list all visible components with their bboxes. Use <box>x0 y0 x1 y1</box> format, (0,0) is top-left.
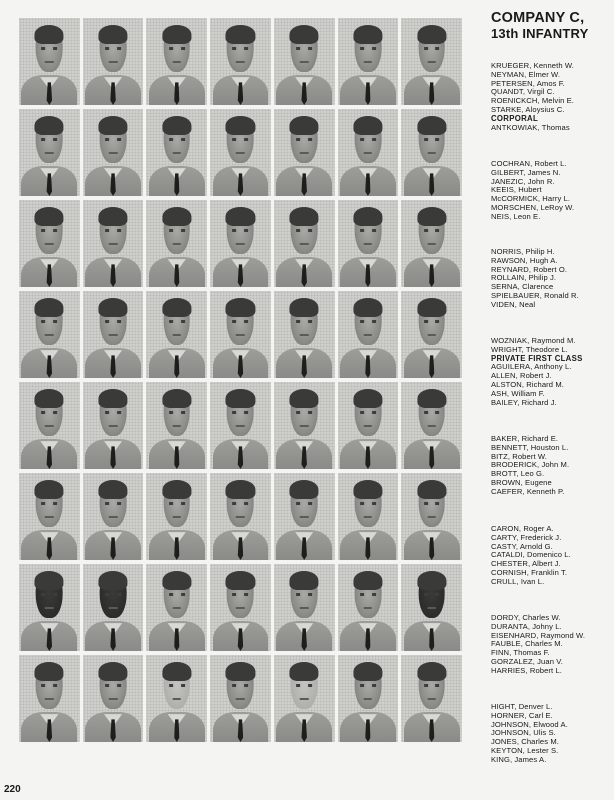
portrait-eyes <box>41 320 57 323</box>
roster-name: BAKER, Richard E. <box>491 434 559 443</box>
portrait-hair <box>98 298 127 317</box>
portrait-mouth <box>300 243 309 245</box>
portrait-hair <box>35 116 64 135</box>
portrait-hair <box>162 389 191 408</box>
portrait-photo <box>338 200 399 287</box>
portrait-eyes <box>105 138 121 141</box>
roster-name: VIDEN, Neal <box>491 299 536 309</box>
portrait-hair <box>417 116 446 135</box>
portrait-eyes <box>424 593 440 596</box>
portrait-photo <box>401 200 462 287</box>
portrait-mouth <box>109 243 118 245</box>
roster-name: CORNISH, Franklin T. <box>491 568 568 577</box>
roster-name: CARTY, Frederick J. <box>491 532 562 542</box>
portrait-mouth <box>236 516 244 518</box>
portrait-hair <box>417 571 446 590</box>
portrait-hair <box>226 389 255 408</box>
portrait-eyes <box>424 502 440 505</box>
portrait-mouth <box>427 425 436 427</box>
roster-name: HORNER, Carl E. <box>491 710 553 720</box>
roster-name: BAILEY, Richard J. <box>491 397 557 407</box>
portrait-photo <box>210 655 271 742</box>
roster-name: NEYMAN, Elmer W. <box>491 69 561 79</box>
roster-name: QUANDT, Virgil C. <box>491 87 555 97</box>
portrait-mouth <box>45 334 53 336</box>
portrait-hair <box>290 389 319 408</box>
portrait-photo <box>83 382 144 469</box>
portrait-mouth <box>173 607 182 609</box>
portrait-photo <box>338 18 399 105</box>
portrait-mouth <box>109 334 118 336</box>
portrait-mouth <box>364 61 373 63</box>
roster-name: EISENHARD, Raymond W. <box>491 630 586 640</box>
portrait-mouth <box>109 425 118 427</box>
portrait-hair <box>417 389 446 408</box>
portrait-mouth <box>236 698 244 700</box>
rank-heading: CORPORAL <box>491 113 539 123</box>
portrait-eyes <box>169 229 185 232</box>
portrait-photo <box>274 473 335 560</box>
roster-name: SPIELBAUER, Ronald R. <box>491 291 579 300</box>
portrait-hair <box>162 207 191 226</box>
portrait-eyes <box>169 138 185 141</box>
portrait-hair <box>98 389 127 408</box>
portrait-hair <box>35 298 64 317</box>
portrait-photo <box>19 200 80 287</box>
portrait-mouth <box>45 698 53 700</box>
portrait-hair <box>353 571 382 590</box>
portrait-mouth <box>427 61 436 63</box>
portrait-photo <box>274 564 335 651</box>
portrait-hair <box>98 116 127 135</box>
portrait-photo <box>146 473 207 560</box>
portrait-mouth <box>427 516 436 518</box>
roster-name: STARKE, Aloysius C. <box>491 105 565 114</box>
portrait-photo <box>274 655 335 742</box>
roster-name: NEIS, Leon E. <box>491 211 541 221</box>
portrait-eyes <box>360 684 376 687</box>
portrait-photo <box>19 382 80 469</box>
portrait-photo <box>401 564 462 651</box>
portrait-hair <box>290 480 319 499</box>
roster-name: FAUBLE, Charles M. <box>491 639 563 649</box>
roster-name: DORDY, Charles W. <box>491 613 561 622</box>
roster-name: ALLEN, Robert J. <box>491 371 552 381</box>
portrait-eyes <box>424 229 440 232</box>
portrait-mouth <box>236 607 244 609</box>
rank-heading: PRIVATE FIRST CLASS <box>491 353 583 363</box>
portrait-mouth <box>364 334 373 336</box>
portrait-photo <box>19 109 80 196</box>
portrait-hair <box>98 207 127 226</box>
portrait-photo <box>338 655 399 742</box>
portrait-hair <box>35 480 64 499</box>
portrait-mouth <box>236 61 244 63</box>
portrait-mouth <box>300 516 309 518</box>
portrait-mouth <box>364 698 373 700</box>
roster-name: AGUILERA, Anthony L. <box>491 362 572 372</box>
portrait-mouth <box>173 698 182 700</box>
portrait-eyes <box>296 502 312 505</box>
portrait-mouth <box>364 516 373 518</box>
portrait-mouth <box>173 516 182 518</box>
portrait-hair <box>226 571 255 590</box>
roster-name: RAWSON, Hugh A. <box>491 255 558 265</box>
portrait-photo <box>83 109 144 196</box>
portrait-eyes <box>296 320 312 323</box>
portrait-mouth <box>364 152 373 154</box>
portrait-hair <box>162 480 191 499</box>
roster-name: KEEIS, Hubert <box>491 185 542 195</box>
roster-name: ASH, William F. <box>491 388 545 398</box>
roster-name: KING, James A. <box>491 754 547 764</box>
roster-name: BITZ, Robert W. <box>491 451 547 461</box>
portrait-hair <box>290 298 319 317</box>
portrait-photo <box>83 291 144 378</box>
portrait-photo <box>401 655 462 742</box>
portrait-eyes <box>41 593 57 596</box>
portrait-hair <box>162 298 191 317</box>
roster-name: ROLLAIN, Philip J. <box>491 273 557 283</box>
portrait-mouth <box>427 243 436 245</box>
portrait-photo <box>274 382 335 469</box>
portrait-eyes <box>424 411 440 414</box>
portrait-eyes <box>360 411 376 414</box>
roster-name: WRIGHT, Theodore L. <box>491 344 568 354</box>
portrait-mouth <box>109 698 118 700</box>
portrait-mouth <box>300 152 309 154</box>
portrait-photo <box>146 382 207 469</box>
portrait-hair <box>417 25 446 44</box>
portrait-hair <box>35 571 64 590</box>
portrait-hair <box>162 571 191 590</box>
roster-name: CHESTER, Albert J. <box>491 559 561 569</box>
portrait-eyes <box>41 502 57 505</box>
portrait-hair <box>226 25 255 44</box>
portrait-hair <box>417 207 446 226</box>
roster-name: GILBERT, James N. <box>491 167 561 177</box>
roster-name: ANTKOWIAK, Thomas <box>491 122 570 132</box>
portrait-hair <box>290 25 319 44</box>
portrait-eyes <box>424 138 440 141</box>
portrait-eyes <box>105 684 121 687</box>
portrait-eyes <box>233 229 249 232</box>
portrait-eyes <box>296 47 312 50</box>
roster-name: McCORMICK, Harry L. <box>491 194 571 204</box>
portrait-mouth <box>45 61 53 63</box>
portrait-mouth <box>109 152 118 154</box>
portrait-mouth <box>45 243 53 245</box>
portrait-mouth <box>45 425 53 427</box>
portrait-hair <box>162 116 191 135</box>
portrait-grid <box>19 18 462 742</box>
portrait-photo <box>274 18 335 105</box>
portrait-hair <box>98 480 127 499</box>
roster-name: REYNARD, Robert O. <box>491 264 568 274</box>
portrait-eyes <box>41 138 57 141</box>
portrait-mouth <box>427 607 436 609</box>
portrait-photo <box>146 564 207 651</box>
portrait-photo <box>19 473 80 560</box>
roster-name: JONES, Charles M. <box>491 737 559 747</box>
portrait-photo <box>19 291 80 378</box>
portrait-eyes <box>169 502 185 505</box>
portrait-eyes <box>360 593 376 596</box>
portrait-photo <box>210 473 271 560</box>
portrait-hair <box>35 662 64 681</box>
portrait-photo <box>146 655 207 742</box>
portrait-hair <box>353 298 382 317</box>
portrait-photo <box>19 655 80 742</box>
portrait-photo <box>401 291 462 378</box>
roster-name: KRUEGER, Kenneth W. <box>491 61 574 70</box>
portrait-hair <box>417 662 446 681</box>
company-title: COMPANY C, <box>491 10 585 26</box>
portrait-photo <box>338 473 399 560</box>
portrait-hair <box>353 662 382 681</box>
portrait-mouth <box>109 607 118 609</box>
portrait-photo <box>338 291 399 378</box>
portrait-eyes <box>424 47 440 50</box>
portrait-hair <box>98 571 127 590</box>
portrait-photo <box>210 200 271 287</box>
portrait-photo <box>274 109 335 196</box>
portrait-photo <box>210 382 271 469</box>
portrait-hair <box>226 116 255 135</box>
portrait-hair <box>353 389 382 408</box>
portrait-photo <box>210 18 271 105</box>
portrait-mouth <box>300 334 309 336</box>
portrait-photo <box>83 18 144 105</box>
portrait-mouth <box>300 698 309 700</box>
portrait-mouth <box>173 425 182 427</box>
page-heading <box>491 10 609 42</box>
portrait-hair <box>226 207 255 226</box>
portrait-eyes <box>233 411 249 414</box>
portrait-photo <box>146 109 207 196</box>
portrait-photo <box>146 18 207 105</box>
roster-name: ROENICKCH, Melvin E. <box>491 96 575 106</box>
portrait-eyes <box>360 47 376 50</box>
portrait-photo <box>401 18 462 105</box>
portrait-hair <box>290 571 319 590</box>
portrait-photo <box>83 200 144 287</box>
portrait-photo <box>401 473 462 560</box>
portrait-eyes <box>41 411 57 414</box>
portrait-eyes <box>233 320 249 323</box>
portrait-mouth <box>427 152 436 154</box>
portrait-mouth <box>45 152 53 154</box>
portrait-hair <box>290 662 319 681</box>
roster-name: JANEZIC, John R. <box>491 176 555 186</box>
portrait-eyes <box>296 593 312 596</box>
portrait-mouth <box>427 698 436 700</box>
roster-name: KEYTON, Lester S. <box>491 746 559 755</box>
roster-name: COCHRAN, Robert L. <box>491 159 567 168</box>
portrait-eyes <box>41 229 57 232</box>
portrait-photo <box>338 109 399 196</box>
portrait-eyes <box>360 320 376 323</box>
portrait-hair <box>226 662 255 681</box>
portrait-mouth <box>109 61 118 63</box>
roster-name: CAEFER, Kenneth P. <box>491 486 565 496</box>
portrait-eyes <box>233 684 249 687</box>
roster-name: GORZALEZ, Juan V. <box>491 657 563 666</box>
portrait-photo <box>19 18 80 105</box>
roster-name: FINN, Thomas F. <box>491 648 550 658</box>
portrait-photo <box>274 291 335 378</box>
roster-name: HIGHT, Denver L. <box>491 702 553 711</box>
portrait-mouth <box>300 425 309 427</box>
portrait-photo <box>146 291 207 378</box>
roster-name: SERNA, Clarence <box>491 282 554 292</box>
portrait-hair <box>226 480 255 499</box>
portrait-hair <box>98 662 127 681</box>
portrait-mouth <box>173 243 182 245</box>
portrait-photo <box>210 564 271 651</box>
roster-name: HARRIES, Robert L. <box>491 665 563 675</box>
portrait-hair <box>353 116 382 135</box>
portrait-mouth <box>300 61 309 63</box>
portrait-eyes <box>105 502 121 505</box>
roster-name: PETERSEN, Amos F. <box>491 78 565 88</box>
roster-name: NORRIS, Philip H. <box>491 247 555 256</box>
portrait-eyes <box>41 47 57 50</box>
portrait-mouth <box>236 243 244 245</box>
portrait-eyes <box>296 138 312 141</box>
portrait-eyes <box>424 320 440 323</box>
portrait-eyes <box>233 593 249 596</box>
portrait-eyes <box>360 502 376 505</box>
portrait-eyes <box>169 593 185 596</box>
portrait-hair <box>417 298 446 317</box>
portrait-eyes <box>233 138 249 141</box>
roster-name: BRODERICK, John M. <box>491 460 570 470</box>
portrait-eyes <box>233 47 249 50</box>
portrait-mouth <box>45 607 53 609</box>
roster-name: JOHNSON, Ulis S. <box>491 728 556 738</box>
portrait-photo <box>83 473 144 560</box>
portrait-photo <box>338 382 399 469</box>
roster-name: JOHNSON, Elwood A. <box>491 719 568 729</box>
roster-name: BROTT, Leo G. <box>491 469 545 479</box>
portrait-mouth <box>173 61 182 63</box>
portrait-eyes <box>360 138 376 141</box>
portrait-eyes <box>105 411 121 414</box>
portrait-photo <box>83 564 144 651</box>
portrait-photo <box>338 564 399 651</box>
portrait-eyes <box>169 320 185 323</box>
portrait-eyes <box>169 47 185 50</box>
portrait-mouth <box>173 334 182 336</box>
portrait-mouth <box>236 152 244 154</box>
portrait-hair <box>35 389 64 408</box>
portrait-hair <box>162 25 191 44</box>
roster-name: CARON, Roger A. <box>491 524 554 533</box>
roster-name: MORSCHEN, LeRoy W. <box>491 203 575 212</box>
portrait-eyes <box>105 47 121 50</box>
portrait-hair <box>35 25 64 44</box>
portrait-mouth <box>173 152 182 154</box>
portrait-hair <box>353 207 382 226</box>
portrait-mouth <box>427 334 436 336</box>
roster-name: CASTY, Arnold G. <box>491 541 553 551</box>
portrait-hair <box>353 480 382 499</box>
portrait-photo <box>210 291 271 378</box>
portrait-eyes <box>233 502 249 505</box>
portrait-eyes <box>169 684 185 687</box>
portrait-hair <box>35 207 64 226</box>
portrait-photo <box>19 564 80 651</box>
portrait-eyes <box>424 684 440 687</box>
portrait-mouth <box>300 607 309 609</box>
portrait-hair <box>290 207 319 226</box>
roster-name: BENNETT, Houston L. <box>491 442 569 452</box>
portrait-photo <box>401 382 462 469</box>
portrait-eyes <box>105 320 121 323</box>
portrait-hair <box>162 662 191 681</box>
portrait-hair <box>353 25 382 44</box>
portrait-eyes <box>296 684 312 687</box>
portrait-mouth <box>109 516 118 518</box>
portrait-photo <box>210 109 271 196</box>
portrait-photo <box>401 109 462 196</box>
portrait-eyes <box>105 229 121 232</box>
portrait-eyes <box>296 411 312 414</box>
portrait-mouth <box>236 425 244 427</box>
portrait-mouth <box>364 243 373 245</box>
portrait-hair <box>417 480 446 499</box>
roster-name: BROWN, Eugene <box>491 478 552 487</box>
roster-name: WOZNIAK, Raymond M. <box>491 336 576 345</box>
portrait-hair <box>98 25 127 44</box>
portrait-photo <box>274 200 335 287</box>
portrait-mouth <box>364 607 373 609</box>
portrait-eyes <box>41 684 57 687</box>
portrait-hair <box>290 116 319 135</box>
portrait-mouth <box>236 334 244 336</box>
portrait-mouth <box>45 516 53 518</box>
roster-name: ALSTON, Richard M. <box>491 380 564 389</box>
roster-name: CRULL, Ivan L. <box>491 576 545 586</box>
portrait-photo <box>146 200 207 287</box>
regiment-subtitle: 13th INFANTRY <box>491 26 589 41</box>
portrait-eyes <box>296 229 312 232</box>
portrait-eyes <box>105 593 121 596</box>
portrait-photo <box>83 655 144 742</box>
portrait-mouth <box>364 425 373 427</box>
portrait-eyes <box>169 411 185 414</box>
portrait-eyes <box>360 229 376 232</box>
roster-name: DURANTA, Johny L. <box>491 621 562 631</box>
portrait-hair <box>226 298 255 317</box>
roster-name: CATALDI, Domenico L. <box>491 550 571 560</box>
page-number: 220 <box>4 784 21 795</box>
